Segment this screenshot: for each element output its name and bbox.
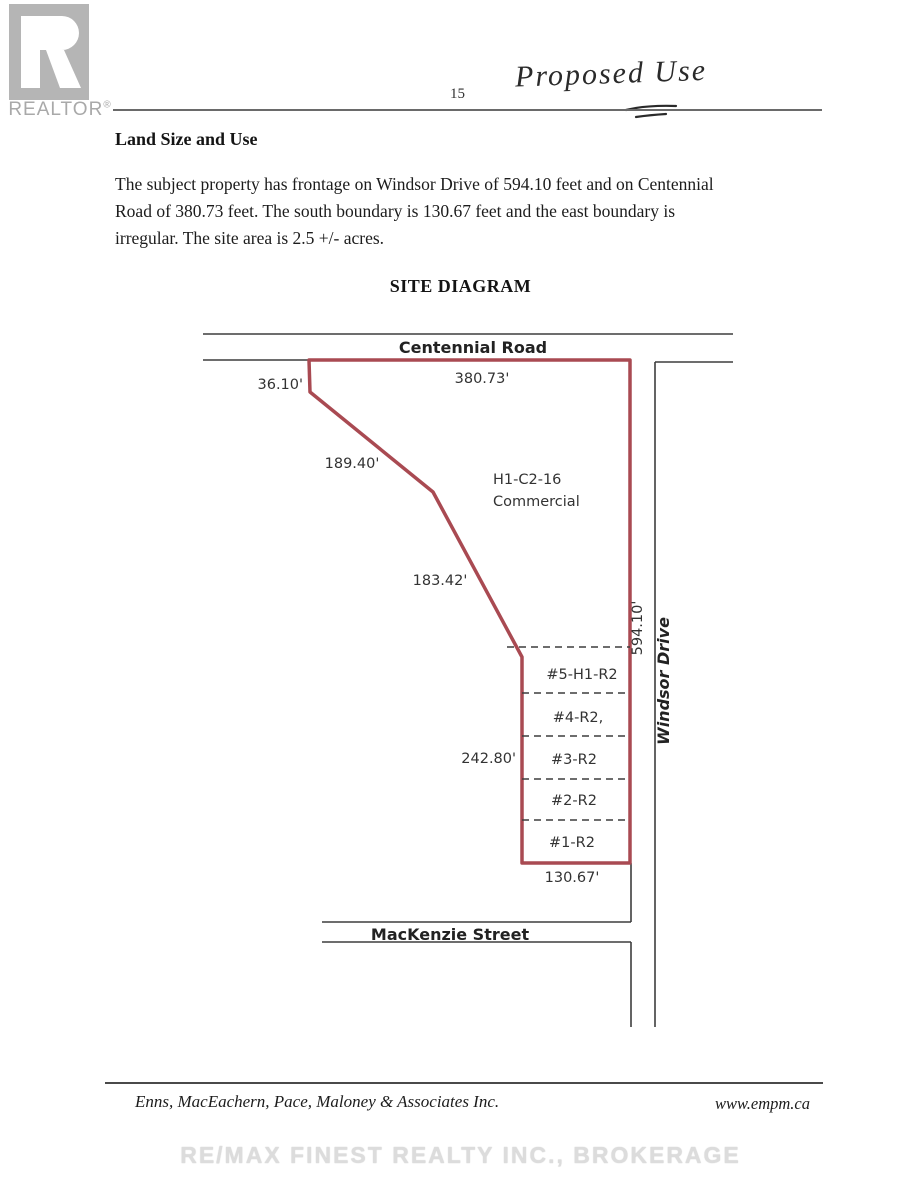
zoning-commercial-line1: H1-C2-16 [493,472,562,488]
diagram-title: SITE DIAGRAM [389,276,532,296]
footer-website: www.empm.ca [714,1094,810,1113]
lot-label: #4-R2, [552,710,604,726]
page-number: 15 [450,86,465,102]
lot-label: #5-H1-R2 [546,667,618,683]
lot-label: #3-R2 [551,752,597,768]
dimension-west-upper-diagonal: 189.40' [324,456,380,472]
realtor-wordmark [2,99,118,121]
dimension-south: 130.67' [544,870,600,886]
realtor-logo-r-stem [21,16,40,88]
zoning-commercial-line2: Commercial [493,494,580,510]
realtor-logo [8,4,100,104]
section-heading: Land Size and Use [115,129,258,149]
paragraph-line: The subject property has frontage on Windsor Drive of 594.10 feet and on Centennial [115,174,714,194]
mackenzie-street-label: MacKenzie Street [370,925,530,944]
centennial-road-label: Centennial Road [398,338,548,357]
handwritten-note: Proposed Use [514,53,708,94]
lot-label: #1-R2 [549,835,595,851]
body-paragraph [115,171,815,252]
paragraph-line: Road of 380.73 feet. The south boundary is 130.67 feet and the east boundary is [115,201,676,221]
dimension-west-lower: 242.80' [461,751,516,767]
dimension-west-top: 36.10' [257,377,303,393]
realtor-logo-r-bowl [40,16,79,50]
dimension-east: 594.10' [630,600,646,656]
footer-company: Enns, MacEachern, Pace, Maloney & Associates Inc. [135,1092,500,1111]
windsor-drive-label: Windsor Drive [654,617,673,745]
realtor-wordmark-text: REALTOR [8,99,104,120]
handwritten-underline [624,103,684,121]
lot-label: #2-R2 [551,793,597,809]
property-boundary [309,360,630,863]
dimension-north: 380.73' [454,371,510,387]
dimension-west-lower-diagonal: 183.42' [412,573,468,589]
footer-divider [105,1082,823,1084]
registered-trademark-symbol: ® [103,99,112,111]
brokerage-watermark: RE/MAX FINEST REALTY INC., BROKERAGE [180,1142,741,1168]
paragraph-line: irregular. The site area is 2.5 +/- acres. [115,228,385,248]
site-diagram [0,320,921,1060]
header-divider [113,109,822,111]
